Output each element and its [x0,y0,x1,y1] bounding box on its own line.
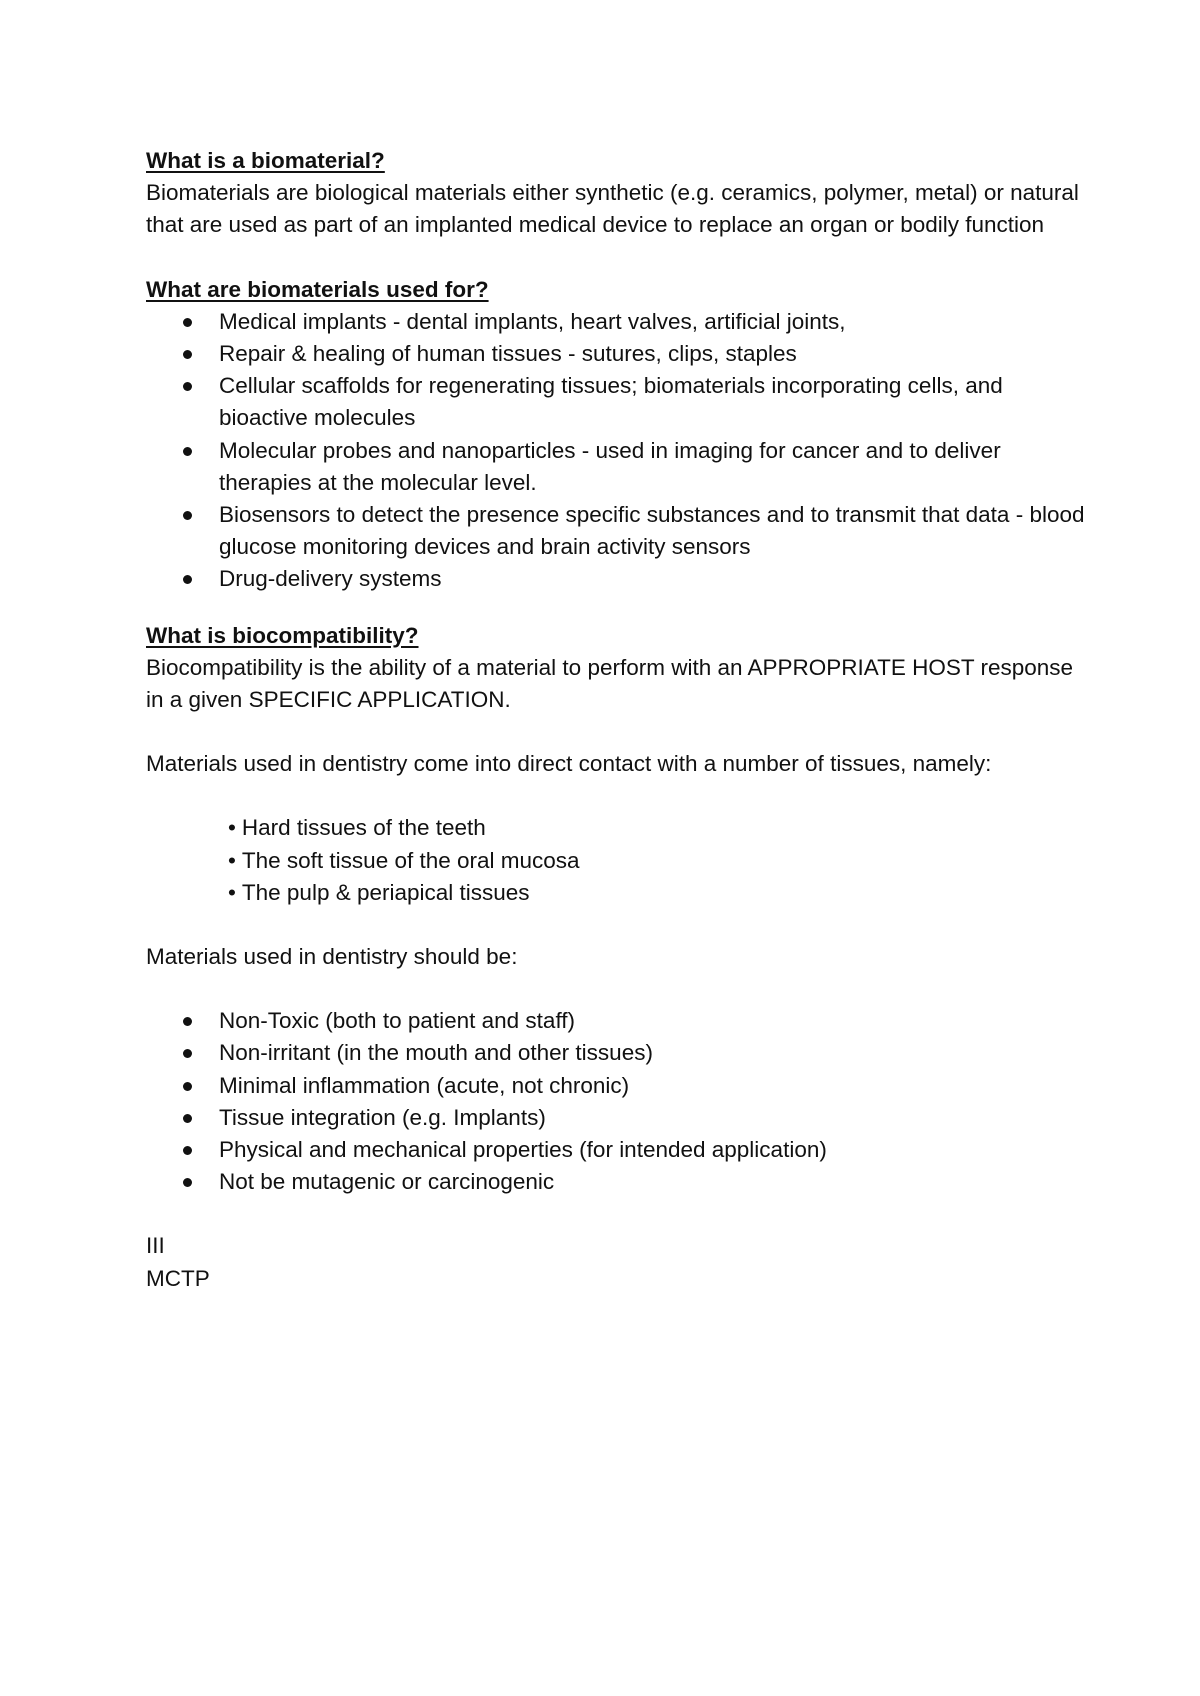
requirements-list [146,1005,1086,1198]
list-item: Biosensors to detect the presence specific substances and to transmit that data - blood glucose monitoring devices and brain activity sensors [146,499,1086,563]
paragraph-biomaterial-definition: Biomaterials are biological materials either synthetic (e.g. ceramics, polymer, metal) or natural that are used as part of an implanted medical device to replace an organ or bodily function [146,180,1079,238]
spacer [146,909,1086,941]
paragraph-tissues-intro: Materials used in dentistry come into direct contact with a number of tissues, namely: [146,751,992,777]
heading-biomaterials-uses: What are biomaterials used for? [146,276,489,302]
bullet-icon [183,1114,192,1123]
list-item: • Hard tissues of the teeth [228,815,486,841]
uses-list [146,306,1086,596]
spacer [146,780,1086,812]
spacer [146,596,1086,620]
bullet-icon [183,382,192,391]
spacer [146,973,1086,1005]
spacer [146,1198,1086,1230]
bullet-icon [183,1049,192,1058]
bullet-icon: • [228,847,236,873]
list-item: Medical implants - dental implants, heart valves, artificial joints, [146,306,1086,338]
tissues-list [146,812,1086,909]
footer-line-2: MCTP [146,1265,210,1291]
list-item: Cellular scaffolds for regenerating tissues; biomaterials incorporating cells, and bioactive molecules [146,370,1086,434]
list-item: Not be mutagenic or carcinogenic [146,1166,1086,1198]
spacer [146,716,1086,748]
bullet-icon [183,511,192,520]
document-page [146,145,1086,1295]
bullet-icon [183,1146,192,1155]
paragraph-should-intro: Materials used in dentistry should be: [146,944,518,970]
bullet-icon [183,447,192,456]
bullet-icon: • [228,879,236,905]
paragraph-biocompatibility-definition: Biocompatibility is the ability of a material to perform with an APPROPRIATE HOST response in a given SPECIFIC APPLICATION. [146,654,1074,713]
bullet-icon [183,1017,192,1026]
list-item: • The soft tissue of the oral mucosa [228,847,580,873]
bullet-icon [183,575,192,584]
footer-line-1: III [146,1233,165,1259]
list-item: Repair & healing of human tissues - sutures, clips, staples [146,338,1086,370]
list-item: • The pulp & periapical tissues [228,879,530,905]
bullet-icon [183,1178,192,1187]
list-item: Minimal inflammation (acute, not chronic) [146,1070,1086,1102]
list-item: Molecular probes and nanoparticles - used in imaging for cancer and to deliver therapies at the molecular level. [146,435,1086,499]
bullet-icon [183,318,192,327]
list-item: Tissue integration (e.g. Implants) [146,1102,1086,1134]
list-item: Drug-delivery systems [146,563,1086,595]
list-item: Physical and mechanical properties (for intended application) [146,1134,1086,1166]
bullet-icon [183,1082,192,1091]
bullet-icon [183,350,192,359]
heading-what-is-biocompatibility: What is biocompatibility? [146,622,419,648]
bullet-icon: • [228,815,236,841]
list-item: Non-Toxic (both to patient and staff) [146,1005,1086,1037]
heading-what-is-biomaterial: What is a biomaterial? [146,148,385,173]
spacer [146,242,1086,274]
list-item: Non-irritant (in the mouth and other tissues) [146,1037,1086,1069]
